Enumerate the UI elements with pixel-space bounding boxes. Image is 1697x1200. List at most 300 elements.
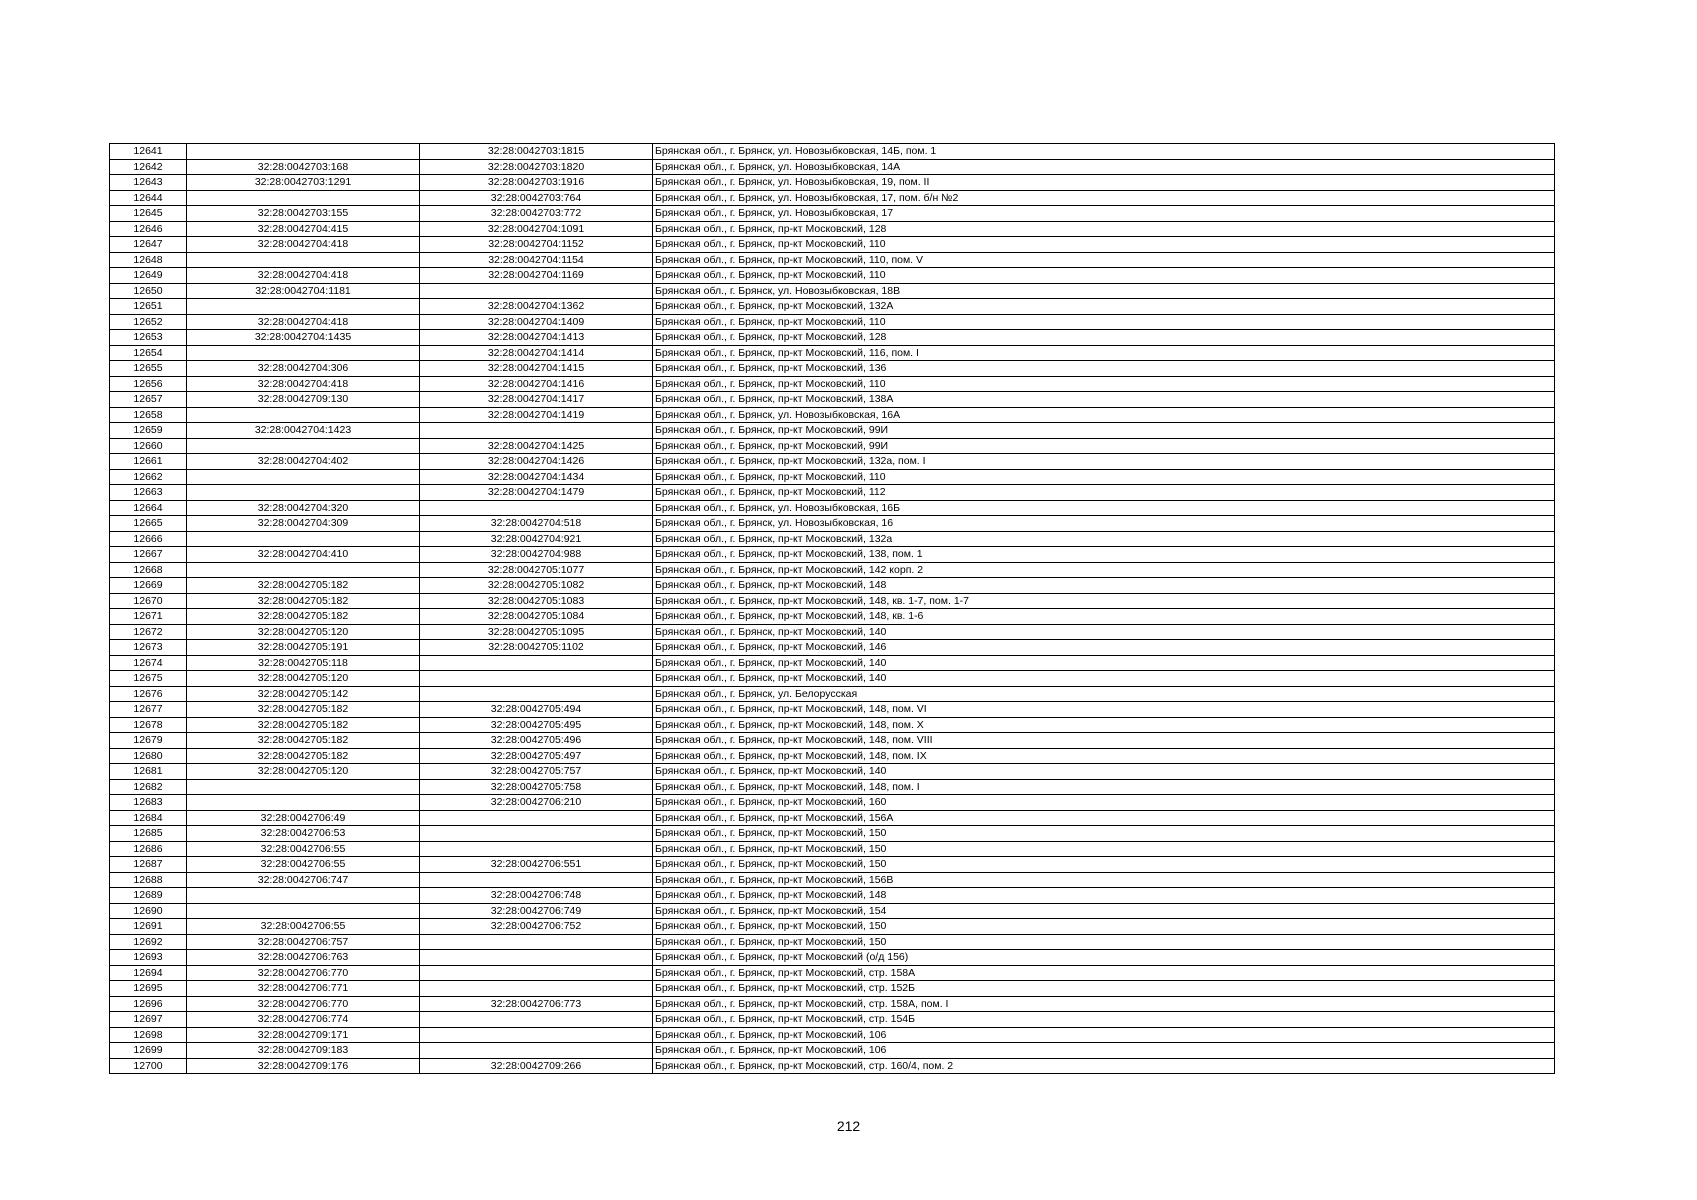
cadastral-number-cell: 32:28:0042706:55 — [187, 919, 420, 935]
row-number-cell: 12666 — [110, 531, 187, 547]
object-cadastral-number-cell: 32:28:0042703:764 — [420, 190, 653, 206]
address-cell: Брянская обл., г. Брянск, пр-кт Московский, стр. 154Б — [653, 1012, 1555, 1028]
table-row — [110, 578, 1555, 594]
cadastral-number-cell: 32:28:0042704:1423 — [187, 423, 420, 439]
object-cadastral-number-cell: 32:28:0042703:1815 — [420, 144, 653, 160]
table-body — [110, 144, 1555, 1074]
address-cell: Брянская обл., г. Брянск, пр-кт Московский, 132а, пом. I — [653, 454, 1555, 470]
row-number-cell: 12657 — [110, 392, 187, 408]
address-cell: Брянская обл., г. Брянск, ул. Белорусская — [653, 686, 1555, 702]
cadastral-number-cell: 32:28:0042705:191 — [187, 640, 420, 656]
table-row — [110, 314, 1555, 330]
address-cell: Брянская обл., г. Брянск, пр-кт Московский, 138, пом. 1 — [653, 547, 1555, 563]
object-cadastral-number-cell: 32:28:0042705:1083 — [420, 593, 653, 609]
cadastral-number-cell — [187, 888, 420, 904]
table-row — [110, 593, 1555, 609]
row-number-cell: 12688 — [110, 872, 187, 888]
address-cell: Брянская обл., г. Брянск, ул. Новозыбковская, 17 — [653, 206, 1555, 222]
object-cadastral-number-cell: 32:28:0042704:518 — [420, 516, 653, 532]
object-cadastral-number-cell: 32:28:0042704:1417 — [420, 392, 653, 408]
table-row — [110, 299, 1555, 315]
table-row — [110, 1058, 1555, 1074]
address-cell: Брянская обл., г. Брянск, пр-кт Московский, 148 — [653, 578, 1555, 594]
address-cell: Брянская обл., г. Брянск, ул. Новозыбковская, 17, пом. б/н №2 — [653, 190, 1555, 206]
object-cadastral-number-cell: 32:28:0042703:772 — [420, 206, 653, 222]
table-row — [110, 175, 1555, 191]
address-cell: Брянская обл., г. Брянск, пр-кт Московский, стр. 160/4, пом. 2 — [653, 1058, 1555, 1074]
object-cadastral-number-cell: 32:28:0042705:1095 — [420, 624, 653, 640]
row-number-cell: 12653 — [110, 330, 187, 346]
address-cell: Брянская обл., г. Брянск, пр-кт Московский, 136 — [653, 361, 1555, 377]
object-cadastral-number-cell: 32:28:0042704:1425 — [420, 438, 653, 454]
table-row — [110, 702, 1555, 718]
table-row — [110, 190, 1555, 206]
cadastral-number-cell: 32:28:0042704:306 — [187, 361, 420, 377]
table-row — [110, 655, 1555, 671]
row-number-cell: 12693 — [110, 950, 187, 966]
object-cadastral-number-cell — [420, 872, 653, 888]
row-number-cell: 12655 — [110, 361, 187, 377]
cadastral-number-cell: 32:28:0042704:1435 — [187, 330, 420, 346]
row-number-cell: 12654 — [110, 345, 187, 361]
cadastral-number-cell: 32:28:0042704:309 — [187, 516, 420, 532]
row-number-cell: 12670 — [110, 593, 187, 609]
cadastral-number-cell — [187, 469, 420, 485]
row-number-cell: 12681 — [110, 764, 187, 780]
row-number-cell: 12663 — [110, 485, 187, 501]
row-number-cell: 12692 — [110, 934, 187, 950]
table-row — [110, 934, 1555, 950]
object-cadastral-number-cell: 32:28:0042704:1434 — [420, 469, 653, 485]
row-number-cell: 12690 — [110, 903, 187, 919]
cadastral-number-cell: 32:28:0042706:763 — [187, 950, 420, 966]
cadastral-number-cell: 32:28:0042706:770 — [187, 965, 420, 981]
cadastral-number-cell — [187, 795, 420, 811]
object-cadastral-number-cell: 32:28:0042704:1091 — [420, 221, 653, 237]
address-cell: Брянская обл., г. Брянск, пр-кт Московский, 148, пом. I — [653, 779, 1555, 795]
cadastral-number-cell — [187, 562, 420, 578]
table-row — [110, 717, 1555, 733]
address-cell: Брянская обл., г. Брянск, ул. Новозыбковская, 18В — [653, 283, 1555, 299]
table-row — [110, 1012, 1555, 1028]
object-cadastral-number-cell — [420, 423, 653, 439]
address-cell: Брянская обл., г. Брянск, ул. Новозыбковская, 14Б, пом. 1 — [653, 144, 1555, 160]
object-cadastral-number-cell: 32:28:0042705:496 — [420, 733, 653, 749]
object-cadastral-number-cell: 32:28:0042704:1415 — [420, 361, 653, 377]
object-cadastral-number-cell: 32:28:0042704:1416 — [420, 376, 653, 392]
table-row — [110, 438, 1555, 454]
cadastral-number-cell: 32:28:0042704:415 — [187, 221, 420, 237]
table-row — [110, 547, 1555, 563]
table-row — [110, 733, 1555, 749]
table-row — [110, 919, 1555, 935]
table-row — [110, 345, 1555, 361]
object-cadastral-number-cell: 32:28:0042705:1082 — [420, 578, 653, 594]
address-cell: Брянская обл., г. Брянск, пр-кт Московский, 106 — [653, 1043, 1555, 1059]
address-cell: Брянская обл., г. Брянск, пр-кт Московский, 160 — [653, 795, 1555, 811]
object-cadastral-number-cell: 32:28:0042704:1154 — [420, 252, 653, 268]
row-number-cell: 12646 — [110, 221, 187, 237]
cadastral-number-cell: 32:28:0042704:410 — [187, 547, 420, 563]
table-row — [110, 221, 1555, 237]
object-cadastral-number-cell: 32:28:0042703:1916 — [420, 175, 653, 191]
cadastral-number-cell: 32:28:0042706:49 — [187, 810, 420, 826]
address-cell: Брянская обл., г. Брянск, ул. Новозыбковская, 16Б — [653, 500, 1555, 516]
address-cell: Брянская обл., г. Брянск, пр-кт Московский, 150 — [653, 826, 1555, 842]
address-cell: Брянская обл., г. Брянск, пр-кт Московский, 150 — [653, 857, 1555, 873]
row-number-cell: 12658 — [110, 407, 187, 423]
address-cell: Брянская обл., г. Брянск, ул. Новозыбковская, 19, пом. II — [653, 175, 1555, 191]
address-cell: Брянская обл., г. Брянск, ул. Новозыбковская, 14А — [653, 159, 1555, 175]
row-number-cell: 12695 — [110, 981, 187, 997]
cadastral-number-cell: 32:28:0042706:774 — [187, 1012, 420, 1028]
address-cell: Брянская обл., г. Брянск, пр-кт Московский, 148 — [653, 888, 1555, 904]
object-cadastral-number-cell — [420, 841, 653, 857]
object-cadastral-number-cell: 32:28:0042705:497 — [420, 748, 653, 764]
cadastral-number-cell — [187, 190, 420, 206]
cadastral-number-cell: 32:28:0042704:418 — [187, 237, 420, 253]
row-number-cell: 12664 — [110, 500, 187, 516]
table-row — [110, 640, 1555, 656]
object-cadastral-number-cell — [420, 826, 653, 842]
address-cell: Брянская обл., г. Брянск, ул. Новозыбковская, 16А — [653, 407, 1555, 423]
address-cell: Брянская обл., г. Брянск, пр-кт Московский, 128 — [653, 330, 1555, 346]
cadastral-number-cell: 32:28:0042705:182 — [187, 748, 420, 764]
cadastral-number-cell: 32:28:0042706:55 — [187, 841, 420, 857]
cadastral-number-cell — [187, 407, 420, 423]
row-number-cell: 12650 — [110, 283, 187, 299]
cadastral-number-cell — [187, 345, 420, 361]
cadastral-number-cell: 32:28:0042704:418 — [187, 314, 420, 330]
address-cell: Брянская обл., г. Брянск, пр-кт Московский, 99И — [653, 438, 1555, 454]
cadastral-number-cell — [187, 438, 420, 454]
address-cell: Брянская обл., г. Брянск, ул. Новозыбковская, 16 — [653, 516, 1555, 532]
object-cadastral-number-cell: 32:28:0042705:758 — [420, 779, 653, 795]
table-row — [110, 764, 1555, 780]
address-cell: Брянская обл., г. Брянск, пр-кт Московский, 146 — [653, 640, 1555, 656]
object-cadastral-number-cell — [420, 950, 653, 966]
object-cadastral-number-cell: 32:28:0042703:1820 — [420, 159, 653, 175]
row-number-cell: 12671 — [110, 609, 187, 625]
object-cadastral-number-cell: 32:28:0042704:1413 — [420, 330, 653, 346]
row-number-cell: 12647 — [110, 237, 187, 253]
object-cadastral-number-cell — [420, 655, 653, 671]
cadastral-number-cell: 32:28:0042704:418 — [187, 268, 420, 284]
cadastral-number-cell: 32:28:0042709:171 — [187, 1027, 420, 1043]
object-cadastral-number-cell: 32:28:0042706:748 — [420, 888, 653, 904]
table-row — [110, 206, 1555, 222]
address-cell: Брянская обл., г. Брянск, пр-кт Московский (о/д 156) — [653, 950, 1555, 966]
table-row — [110, 981, 1555, 997]
row-number-cell: 12669 — [110, 578, 187, 594]
address-cell: Брянская обл., г. Брянск, пр-кт Московский, 150 — [653, 919, 1555, 935]
address-cell: Брянская обл., г. Брянск, пр-кт Московский, 148, кв. 1-6 — [653, 609, 1555, 625]
row-number-cell: 12649 — [110, 268, 187, 284]
table-row — [110, 671, 1555, 687]
table-row — [110, 407, 1555, 423]
object-cadastral-number-cell: 32:28:0042704:921 — [420, 531, 653, 547]
row-number-cell: 12678 — [110, 717, 187, 733]
row-number-cell: 12661 — [110, 454, 187, 470]
cadastral-number-cell: 32:28:0042705:182 — [187, 593, 420, 609]
address-cell: Брянская обл., г. Брянск, пр-кт Московский, 110 — [653, 314, 1555, 330]
cadastral-number-cell: 32:28:0042705:182 — [187, 733, 420, 749]
table-row — [110, 779, 1555, 795]
address-cell: Брянская обл., г. Брянск, пр-кт Московский, 142 корп. 2 — [653, 562, 1555, 578]
object-cadastral-number-cell: 32:28:0042704:1479 — [420, 485, 653, 501]
address-cell: Брянская обл., г. Брянск, пр-кт Московский, 110 — [653, 268, 1555, 284]
address-cell: Брянская обл., г. Брянск, пр-кт Московский, 154 — [653, 903, 1555, 919]
table-row — [110, 1027, 1555, 1043]
table-row — [110, 144, 1555, 160]
table-row — [110, 903, 1555, 919]
table-row — [110, 159, 1555, 175]
row-number-cell: 12660 — [110, 438, 187, 454]
table-row — [110, 1043, 1555, 1059]
table-row — [110, 531, 1555, 547]
object-cadastral-number-cell — [420, 810, 653, 826]
address-cell: Брянская обл., г. Брянск, пр-кт Московский, 112 — [653, 485, 1555, 501]
table-row — [110, 810, 1555, 826]
cadastral-number-cell — [187, 299, 420, 315]
object-cadastral-number-cell: 32:28:0042709:266 — [420, 1058, 653, 1074]
cadastral-number-cell: 32:28:0042704:1181 — [187, 283, 420, 299]
row-number-cell: 12677 — [110, 702, 187, 718]
table-row — [110, 950, 1555, 966]
address-cell: Брянская обл., г. Брянск, пр-кт Московский, 140 — [653, 624, 1555, 640]
cadastral-number-cell: 32:28:0042709:183 — [187, 1043, 420, 1059]
cadastral-number-cell — [187, 779, 420, 795]
row-number-cell: 12694 — [110, 965, 187, 981]
cadastral-number-cell: 32:28:0042704:402 — [187, 454, 420, 470]
table-row — [110, 516, 1555, 532]
table-row — [110, 330, 1555, 346]
object-cadastral-number-cell: 32:28:0042705:494 — [420, 702, 653, 718]
row-number-cell: 12662 — [110, 469, 187, 485]
row-number-cell: 12656 — [110, 376, 187, 392]
object-cadastral-number-cell — [420, 686, 653, 702]
object-cadastral-number-cell — [420, 965, 653, 981]
address-cell: Брянская обл., г. Брянск, пр-кт Московский, 156В — [653, 872, 1555, 888]
object-cadastral-number-cell: 32:28:0042706:210 — [420, 795, 653, 811]
cadastral-number-cell: 32:28:0042703:1291 — [187, 175, 420, 191]
cadastral-number-cell: 32:28:0042709:176 — [187, 1058, 420, 1074]
cadastral-number-cell: 32:28:0042709:130 — [187, 392, 420, 408]
cadastral-number-cell: 32:28:0042703:155 — [187, 206, 420, 222]
property-table — [109, 143, 1555, 1074]
cadastral-number-cell: 32:28:0042704:320 — [187, 500, 420, 516]
address-cell: Брянская обл., г. Брянск, пр-кт Московский, 110 — [653, 237, 1555, 253]
object-cadastral-number-cell: 32:28:0042704:1169 — [420, 268, 653, 284]
object-cadastral-number-cell: 32:28:0042705:757 — [420, 764, 653, 780]
cadastral-number-cell: 32:28:0042704:418 — [187, 376, 420, 392]
table-row — [110, 283, 1555, 299]
object-cadastral-number-cell: 32:28:0042706:749 — [420, 903, 653, 919]
row-number-cell: 12680 — [110, 748, 187, 764]
object-cadastral-number-cell: 32:28:0042704:1409 — [420, 314, 653, 330]
object-cadastral-number-cell: 32:28:0042704:1152 — [420, 237, 653, 253]
cadastral-number-cell: 32:28:0042705:182 — [187, 578, 420, 594]
object-cadastral-number-cell: 32:28:0042704:1362 — [420, 299, 653, 315]
row-number-cell: 12668 — [110, 562, 187, 578]
address-cell: Брянская обл., г. Брянск, пр-кт Московский, 150 — [653, 934, 1555, 950]
cadastral-number-cell: 32:28:0042706:771 — [187, 981, 420, 997]
address-cell: Брянская обл., г. Брянск, пр-кт Московский, 150 — [653, 841, 1555, 857]
table-row — [110, 888, 1555, 904]
page-number: 212 — [836, 1118, 861, 1134]
cadastral-number-cell — [187, 903, 420, 919]
object-cadastral-number-cell: 32:28:0042704:1426 — [420, 454, 653, 470]
row-number-cell: 12686 — [110, 841, 187, 857]
row-number-cell: 12643 — [110, 175, 187, 191]
object-cadastral-number-cell — [420, 981, 653, 997]
cadastral-number-cell: 32:28:0042703:168 — [187, 159, 420, 175]
cadastral-number-cell: 32:28:0042705:182 — [187, 702, 420, 718]
table-row — [110, 748, 1555, 764]
row-number-cell: 12689 — [110, 888, 187, 904]
address-cell: Брянская обл., г. Брянск, пр-кт Московский, 132А — [653, 299, 1555, 315]
address-cell: Брянская обл., г. Брянск, пр-кт Московский, 140 — [653, 671, 1555, 687]
row-number-cell: 12679 — [110, 733, 187, 749]
object-cadastral-number-cell: 32:28:0042705:495 — [420, 717, 653, 733]
row-number-cell: 12667 — [110, 547, 187, 563]
object-cadastral-number-cell: 32:28:0042705:1102 — [420, 640, 653, 656]
row-number-cell: 12644 — [110, 190, 187, 206]
address-cell: Брянская обл., г. Брянск, пр-кт Московский, 132а — [653, 531, 1555, 547]
object-cadastral-number-cell — [420, 934, 653, 950]
row-number-cell: 12687 — [110, 857, 187, 873]
cadastral-number-cell: 32:28:0042706:747 — [187, 872, 420, 888]
address-cell: Брянская обл., г. Брянск, пр-кт Московский, 138А — [653, 392, 1555, 408]
object-cadastral-number-cell: 32:28:0042706:752 — [420, 919, 653, 935]
row-number-cell: 12673 — [110, 640, 187, 656]
table-row — [110, 857, 1555, 873]
address-cell: Брянская обл., г. Брянск, пр-кт Московский, 116, пом. I — [653, 345, 1555, 361]
object-cadastral-number-cell — [420, 1043, 653, 1059]
row-number-cell: 12697 — [110, 1012, 187, 1028]
cadastral-number-cell: 32:28:0042705:118 — [187, 655, 420, 671]
cadastral-number-cell: 32:28:0042705:142 — [187, 686, 420, 702]
object-cadastral-number-cell: 32:28:0042706:551 — [420, 857, 653, 873]
address-cell: Брянская обл., г. Брянск, пр-кт Московский, стр. 158А — [653, 965, 1555, 981]
table-row — [110, 454, 1555, 470]
address-cell: Брянская обл., г. Брянск, пр-кт Московский, 99И — [653, 423, 1555, 439]
address-cell: Брянская обл., г. Брянск, пр-кт Московский, 140 — [653, 764, 1555, 780]
address-cell: Брянская обл., г. Брянск, пр-кт Московский, стр. 158А, пом. I — [653, 996, 1555, 1012]
row-number-cell: 12676 — [110, 686, 187, 702]
cadastral-number-cell: 32:28:0042706:55 — [187, 857, 420, 873]
table-row — [110, 392, 1555, 408]
row-number-cell: 12675 — [110, 671, 187, 687]
object-cadastral-number-cell: 32:28:0042704:988 — [420, 547, 653, 563]
table-row — [110, 237, 1555, 253]
row-number-cell: 12659 — [110, 423, 187, 439]
row-number-cell: 12648 — [110, 252, 187, 268]
row-number-cell: 12641 — [110, 144, 187, 160]
row-number-cell: 12700 — [110, 1058, 187, 1074]
row-number-cell: 12651 — [110, 299, 187, 315]
object-cadastral-number-cell: 32:28:0042704:1419 — [420, 407, 653, 423]
cadastral-number-cell: 32:28:0042705:182 — [187, 717, 420, 733]
object-cadastral-number-cell — [420, 283, 653, 299]
address-cell: Брянская обл., г. Брянск, пр-кт Московский, 140 — [653, 655, 1555, 671]
table-row — [110, 376, 1555, 392]
table-row — [110, 996, 1555, 1012]
table-row — [110, 795, 1555, 811]
object-cadastral-number-cell — [420, 1012, 653, 1028]
row-number-cell: 12674 — [110, 655, 187, 671]
address-cell: Брянская обл., г. Брянск, пр-кт Московский, 110, пом. V — [653, 252, 1555, 268]
cadastral-number-cell — [187, 252, 420, 268]
object-cadastral-number-cell — [420, 671, 653, 687]
table-row — [110, 500, 1555, 516]
table-row — [110, 841, 1555, 857]
object-cadastral-number-cell — [420, 500, 653, 516]
cadastral-number-cell: 32:28:0042705:120 — [187, 764, 420, 780]
table-row — [110, 562, 1555, 578]
object-cadastral-number-cell: 32:28:0042705:1084 — [420, 609, 653, 625]
table-row — [110, 423, 1555, 439]
row-number-cell: 12699 — [110, 1043, 187, 1059]
row-number-cell: 12672 — [110, 624, 187, 640]
object-cadastral-number-cell: 32:28:0042704:1414 — [420, 345, 653, 361]
cadastral-number-cell — [187, 485, 420, 501]
address-cell: Брянская обл., г. Брянск, пр-кт Московский, стр. 152Б — [653, 981, 1555, 997]
row-number-cell: 12696 — [110, 996, 187, 1012]
cadastral-number-cell: 32:28:0042705:120 — [187, 671, 420, 687]
address-cell: Брянская обл., г. Брянск, пр-кт Московский, 148, кв. 1-7, пом. 1-7 — [653, 593, 1555, 609]
cadastral-number-cell: 32:28:0042705:182 — [187, 609, 420, 625]
table-row — [110, 485, 1555, 501]
row-number-cell: 12683 — [110, 795, 187, 811]
row-number-cell: 12691 — [110, 919, 187, 935]
row-number-cell: 12652 — [110, 314, 187, 330]
table-row — [110, 361, 1555, 377]
table-row — [110, 609, 1555, 625]
cadastral-number-cell: 32:28:0042706:757 — [187, 934, 420, 950]
address-cell: Брянская обл., г. Брянск, пр-кт Московский, 110 — [653, 469, 1555, 485]
object-cadastral-number-cell: 32:28:0042706:773 — [420, 996, 653, 1012]
address-cell: Брянская обл., г. Брянск, пр-кт Московский, 156А — [653, 810, 1555, 826]
cadastral-number-cell: 32:28:0042706:770 — [187, 996, 420, 1012]
table-row — [110, 826, 1555, 842]
address-cell: Брянская обл., г. Брянск, пр-кт Московский, 148, пом. VI — [653, 702, 1555, 718]
address-cell: Брянская обл., г. Брянск, пр-кт Московский, 106 — [653, 1027, 1555, 1043]
cadastral-number-cell — [187, 144, 420, 160]
address-cell: Брянская обл., г. Брянск, пр-кт Московский, 128 — [653, 221, 1555, 237]
address-cell: Брянская обл., г. Брянск, пр-кт Московский, 148, пом. IX — [653, 748, 1555, 764]
cadastral-number-cell: 32:28:0042705:120 — [187, 624, 420, 640]
cadastral-number-cell — [187, 531, 420, 547]
row-number-cell: 12698 — [110, 1027, 187, 1043]
row-number-cell: 12665 — [110, 516, 187, 532]
object-cadastral-number-cell — [420, 1027, 653, 1043]
table-row — [110, 469, 1555, 485]
table-row — [110, 252, 1555, 268]
address-cell: Брянская обл., г. Брянск, пр-кт Московский, 110 — [653, 376, 1555, 392]
table-row — [110, 268, 1555, 284]
table-row — [110, 624, 1555, 640]
table-row — [110, 872, 1555, 888]
table-row — [110, 965, 1555, 981]
address-cell: Брянская обл., г. Брянск, пр-кт Московский, 148, пом. X — [653, 717, 1555, 733]
table-row — [110, 686, 1555, 702]
row-number-cell: 12685 — [110, 826, 187, 842]
row-number-cell: 12645 — [110, 206, 187, 222]
row-number-cell: 12642 — [110, 159, 187, 175]
cadastral-number-cell: 32:28:0042706:53 — [187, 826, 420, 842]
object-cadastral-number-cell: 32:28:0042705:1077 — [420, 562, 653, 578]
